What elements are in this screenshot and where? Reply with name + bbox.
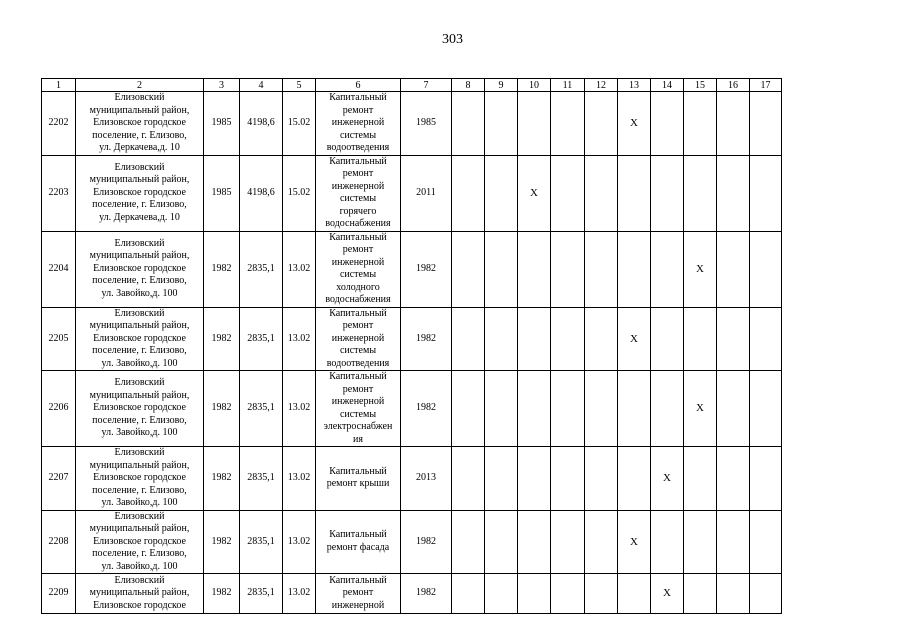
code-cell: 13.02 (283, 510, 316, 574)
column-header: 8 (452, 79, 485, 92)
empty-cell (651, 307, 684, 371)
empty-cell (518, 307, 551, 371)
build-year-cell: 1985 (204, 155, 240, 231)
code-cell: 13.02 (283, 307, 316, 371)
mark-cell: X (684, 371, 717, 447)
empty-cell (651, 231, 684, 307)
column-header: 15 (684, 79, 717, 92)
table-row (42, 574, 782, 614)
empty-cell (618, 231, 651, 307)
address-cell: Елизовский муниципальный район, Елизовское городское поселение, г. Елизово, ул. Завойко,д. 100 (76, 447, 204, 511)
empty-cell (452, 155, 485, 231)
work-year-cell: 1982 (401, 574, 452, 614)
empty-cell (717, 574, 750, 614)
build-year-cell: 1982 (204, 307, 240, 371)
address-cell: Елизовский муниципальный район, Елизовское городское поселение, г. Елизово, ул. Завойко,д. 100 (76, 307, 204, 371)
table-row (42, 155, 782, 231)
empty-cell (585, 307, 618, 371)
empty-cell (585, 510, 618, 574)
area-cell: 4198,6 (240, 155, 283, 231)
empty-cell (651, 371, 684, 447)
empty-cell (684, 447, 717, 511)
row-id-cell: 2207 (42, 447, 76, 511)
row-id-cell: 2209 (42, 574, 76, 614)
empty-cell (750, 371, 782, 447)
code-cell: 15.02 (283, 92, 316, 156)
empty-cell (585, 574, 618, 614)
work-year-cell: 1985 (401, 92, 452, 156)
work-type-cell: Капитальный ремонт инженерной системы водоотведения (316, 307, 401, 371)
build-year-cell: 1982 (204, 510, 240, 574)
empty-cell (717, 92, 750, 156)
mark-cell: X (618, 510, 651, 574)
empty-cell (684, 510, 717, 574)
code-cell: 13.02 (283, 447, 316, 511)
column-number-row (42, 79, 782, 92)
empty-cell (485, 510, 518, 574)
works-table (41, 78, 782, 614)
column-header: 7 (401, 79, 452, 92)
row-id-cell: 2205 (42, 307, 76, 371)
build-year-cell: 1985 (204, 92, 240, 156)
work-year-cell: 1982 (401, 510, 452, 574)
area-cell: 2835,1 (240, 231, 283, 307)
work-type-cell: Капитальный ремонт инженерной (316, 574, 401, 614)
empty-cell (485, 371, 518, 447)
build-year-cell: 1982 (204, 447, 240, 511)
row-id-cell: 2208 (42, 510, 76, 574)
empty-cell (684, 574, 717, 614)
empty-cell (717, 155, 750, 231)
work-type-cell: Капитальный ремонт инженерной системы электроснабжен ия (316, 371, 401, 447)
mark-cell: X (618, 92, 651, 156)
empty-cell (717, 510, 750, 574)
column-header: 14 (651, 79, 684, 92)
column-header: 9 (485, 79, 518, 92)
column-header: 5 (283, 79, 316, 92)
empty-cell (651, 155, 684, 231)
work-year-cell: 1982 (401, 307, 452, 371)
address-cell: Елизовский муниципальный район, Елизовское городское (76, 574, 204, 614)
mark-cell: X (684, 231, 717, 307)
works-table-container (41, 78, 782, 614)
empty-cell (518, 371, 551, 447)
empty-cell (618, 155, 651, 231)
code-cell: 13.02 (283, 574, 316, 614)
table-row (42, 447, 782, 511)
empty-cell (518, 510, 551, 574)
empty-cell (651, 510, 684, 574)
row-id-cell: 2204 (42, 231, 76, 307)
empty-cell (518, 574, 551, 614)
empty-cell (452, 510, 485, 574)
work-type-cell: Капитальный ремонт инженерной системы горячего водоснабжения (316, 155, 401, 231)
area-cell: 2835,1 (240, 307, 283, 371)
address-cell: Елизовский муниципальный район, Елизовское городское поселение, г. Елизово, ул. Завойко,д. 100 (76, 371, 204, 447)
table-row (42, 510, 782, 574)
area-cell: 2835,1 (240, 510, 283, 574)
address-cell: Елизовский муниципальный район, Елизовское городское поселение, г. Елизово, ул. Завойко,д. 100 (76, 231, 204, 307)
empty-cell (750, 155, 782, 231)
address-cell: Елизовский муниципальный район, Елизовское городское поселение, г. Елизово, ул. Завойко,д. 100 (76, 510, 204, 574)
empty-cell (618, 447, 651, 511)
empty-cell (618, 371, 651, 447)
table-row (42, 371, 782, 447)
empty-cell (452, 92, 485, 156)
column-header: 1 (42, 79, 76, 92)
column-header: 6 (316, 79, 401, 92)
table-row (42, 307, 782, 371)
column-header: 17 (750, 79, 782, 92)
empty-cell (750, 92, 782, 156)
empty-cell (452, 231, 485, 307)
mark-cell: X (618, 307, 651, 371)
row-id-cell: 2202 (42, 92, 76, 156)
empty-cell (551, 371, 585, 447)
empty-cell (750, 574, 782, 614)
empty-cell (585, 155, 618, 231)
area-cell: 2835,1 (240, 574, 283, 614)
empty-cell (717, 307, 750, 371)
empty-cell (551, 231, 585, 307)
work-year-cell: 1982 (401, 231, 452, 307)
build-year-cell: 1982 (204, 371, 240, 447)
column-header: 11 (551, 79, 585, 92)
work-year-cell: 2011 (401, 155, 452, 231)
address-cell: Елизовский муниципальный район, Елизовское городское поселение, г. Елизово, ул. Деркачева,д. 10 (76, 155, 204, 231)
empty-cell (585, 371, 618, 447)
code-cell: 13.02 (283, 231, 316, 307)
empty-cell (551, 447, 585, 511)
work-type-cell: Капитальный ремонт фасада (316, 510, 401, 574)
area-cell: 4198,6 (240, 92, 283, 156)
empty-cell (452, 371, 485, 447)
empty-cell (651, 92, 684, 156)
row-id-cell: 2203 (42, 155, 76, 231)
empty-cell (485, 307, 518, 371)
work-type-cell: Капитальный ремонт инженерной системы холодного водоснабжения (316, 231, 401, 307)
table-body (42, 92, 782, 614)
empty-cell (452, 574, 485, 614)
empty-cell (452, 307, 485, 371)
mark-cell: X (651, 574, 684, 614)
empty-cell (485, 574, 518, 614)
empty-cell (551, 510, 585, 574)
work-type-cell: Капитальный ремонт инженерной системы водоотведения (316, 92, 401, 156)
work-year-cell: 1982 (401, 371, 452, 447)
table-row (42, 92, 782, 156)
column-header: 10 (518, 79, 551, 92)
build-year-cell: 1982 (204, 231, 240, 307)
empty-cell (717, 371, 750, 447)
empty-cell (551, 574, 585, 614)
empty-cell (551, 155, 585, 231)
column-header: 4 (240, 79, 283, 92)
empty-cell (585, 92, 618, 156)
mark-cell: X (651, 447, 684, 511)
empty-cell (684, 155, 717, 231)
table-row (42, 231, 782, 307)
column-header: 3 (204, 79, 240, 92)
empty-cell (485, 155, 518, 231)
empty-cell (684, 92, 717, 156)
empty-cell (485, 447, 518, 511)
code-cell: 15.02 (283, 155, 316, 231)
mark-cell: X (518, 155, 551, 231)
column-header: 13 (618, 79, 651, 92)
empty-cell (618, 574, 651, 614)
row-id-cell: 2206 (42, 371, 76, 447)
work-year-cell: 2013 (401, 447, 452, 511)
empty-cell (750, 307, 782, 371)
empty-cell (452, 447, 485, 511)
area-cell: 2835,1 (240, 447, 283, 511)
column-header: 12 (585, 79, 618, 92)
empty-cell (750, 231, 782, 307)
empty-cell (750, 510, 782, 574)
empty-cell (585, 231, 618, 307)
empty-cell (485, 231, 518, 307)
empty-cell (518, 231, 551, 307)
empty-cell (518, 447, 551, 511)
area-cell: 2835,1 (240, 371, 283, 447)
empty-cell (585, 447, 618, 511)
address-cell: Елизовский муниципальный район, Елизовское городское поселение, г. Елизово, ул. Деркачева,д. 10 (76, 92, 204, 156)
empty-cell (750, 447, 782, 511)
code-cell: 13.02 (283, 371, 316, 447)
column-header: 16 (717, 79, 750, 92)
build-year-cell: 1982 (204, 574, 240, 614)
empty-cell (717, 231, 750, 307)
empty-cell (551, 307, 585, 371)
empty-cell (551, 92, 585, 156)
empty-cell (485, 92, 518, 156)
column-header: 2 (76, 79, 204, 92)
empty-cell (717, 447, 750, 511)
empty-cell (518, 92, 551, 156)
empty-cell (684, 307, 717, 371)
work-type-cell: Капитальный ремонт крыши (316, 447, 401, 511)
page-number: 303 (442, 32, 463, 47)
